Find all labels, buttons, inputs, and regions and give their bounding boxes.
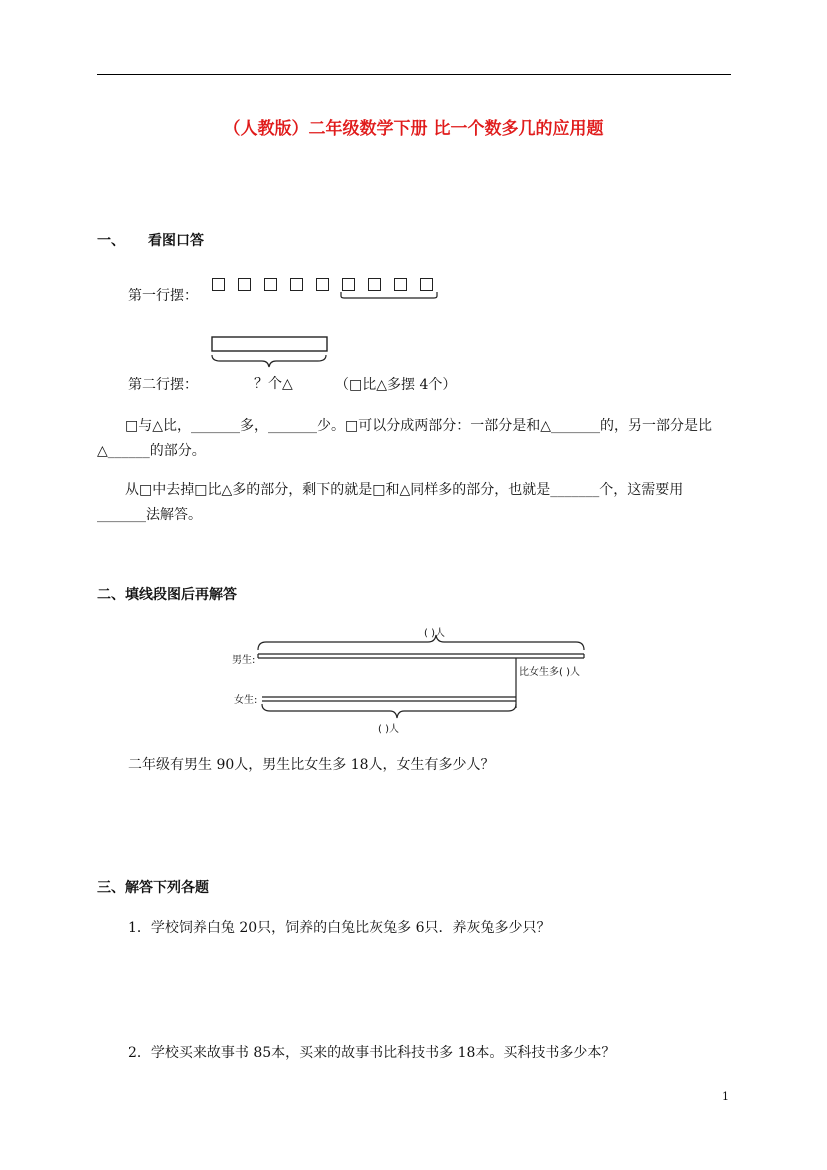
girls-bottom-brace [262, 704, 516, 718]
row2-question: ？个△ [254, 376, 293, 392]
section2-question: 二年级有男生 90人，男生比女生多 18人，女生有多少人？ [128, 757, 495, 773]
section1-heading-number: 一、 [97, 233, 125, 249]
section1-paragraph-2: 从□中去掉□比△多的部分，剩下的就是□和△同样多的部分，也就是_______个，这需要用_______法解答。 [97, 482, 684, 523]
difference-label: 比女生多( )人 [519, 667, 580, 678]
row2-note: （□比△多摆 4个） [335, 377, 457, 393]
page-title: （人教版）二年级数学下册 比一个数多几的应用题 [223, 119, 604, 139]
section3-heading: 三、解答下列各题 [97, 880, 209, 896]
row1-label: 第一行摆： [128, 288, 198, 304]
section1-heading: 看图口答 [148, 233, 204, 249]
boys-total-label: ( )人 [424, 628, 445, 639]
section1-paragraph-1: □与△比，_______多，_______少。□可以分成两部分：一部分是和△_______的，另一部分是比△______的部分。 [97, 418, 712, 459]
question-2: 2．学校买来故事书 85本，买来的故事书比科技书多 18本。买科技书多少本？ [128, 1045, 616, 1061]
question-1: 1．学校饲养白兔 20只，饲养的白兔比灰兔多 6只．养灰兔多少只？ [128, 920, 551, 936]
girls-label: 女生: [234, 695, 258, 706]
section2-heading: 二、填线段图后再解答 [97, 587, 237, 603]
boys-top-brace [258, 635, 584, 650]
boys-label: 男生: [232, 655, 256, 666]
girls-total-label: ( )人 [378, 724, 399, 735]
row2-label: 第二行摆： [128, 377, 198, 393]
page-number: 1 [722, 1090, 729, 1103]
